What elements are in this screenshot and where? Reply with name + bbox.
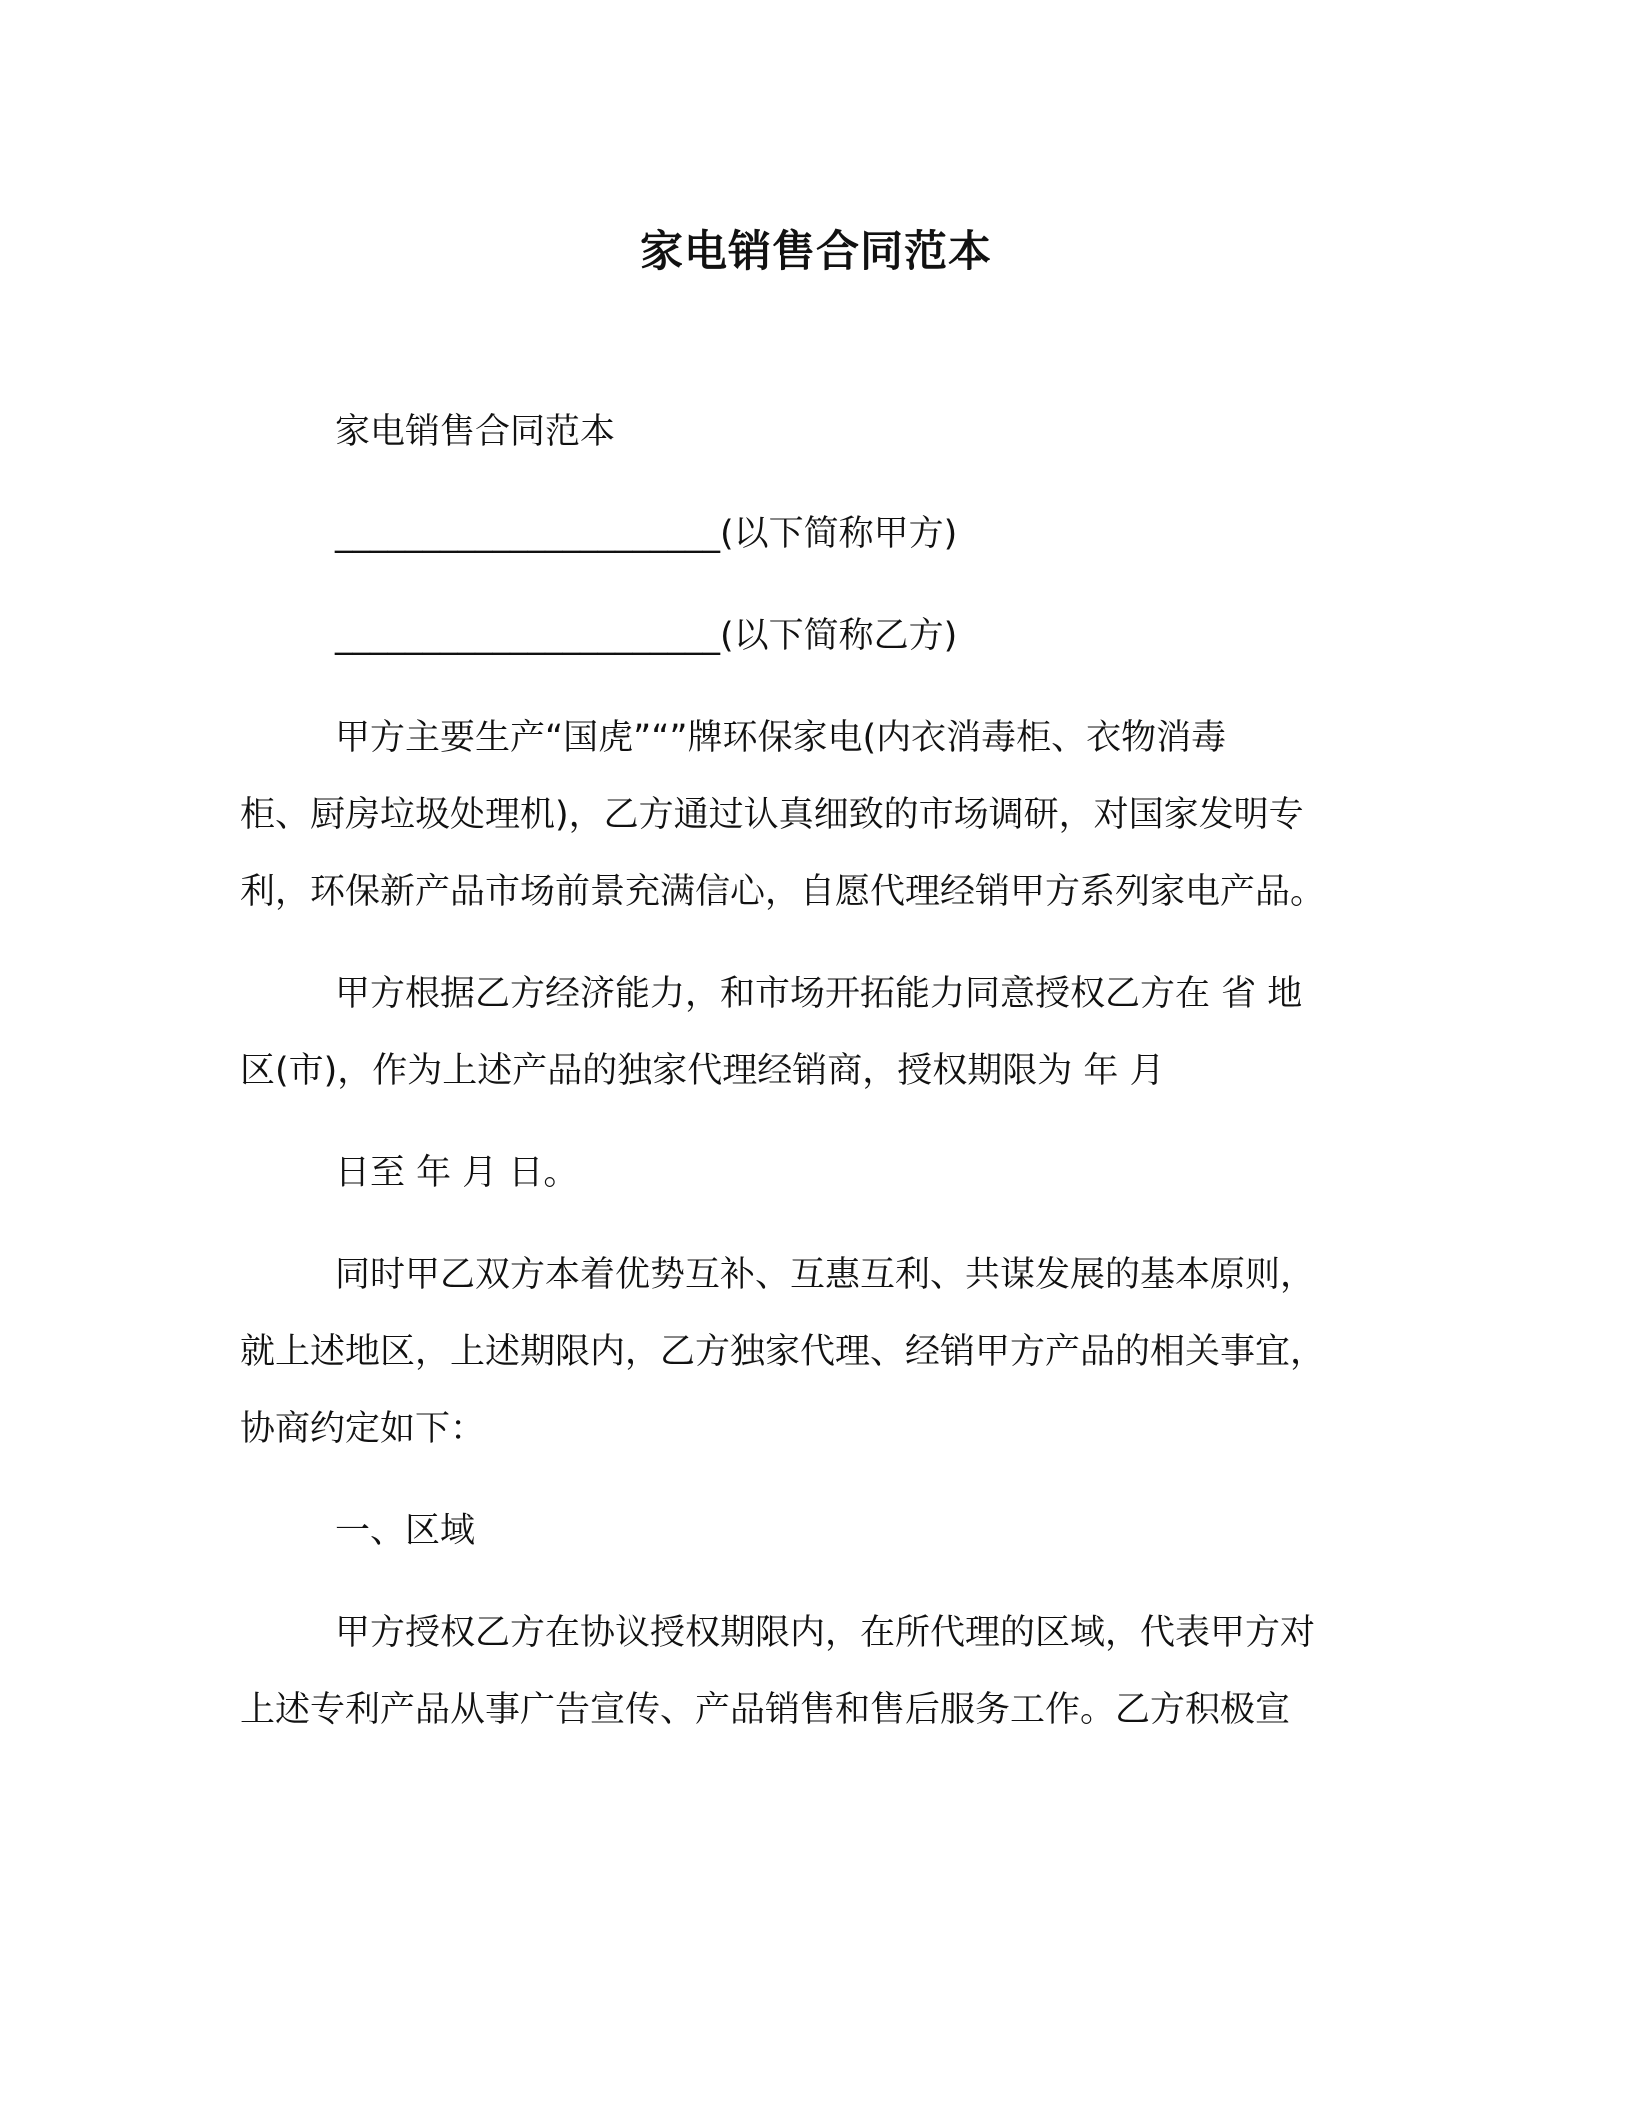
- text-line: 利，环保新产品市场前景充满信心，自愿代理经销甲方系列家电产品。: [240, 872, 1326, 912]
- text-line: 日至 年 月 日。: [335, 1153, 579, 1193]
- text-line: 协商约定如下：: [240, 1409, 486, 1449]
- text-line: 甲方根据乙方经济能力，和市场开拓能力同意授权乙方在 省 地: [335, 974, 1303, 1014]
- text-line: 柜、厨房垃圾处理机)，乙方通过认真细致的市场调研，对国家发明专: [240, 795, 1304, 835]
- paragraph-party-a: [240, 496, 1385, 573]
- text-line: 甲方主要生产“国虎”“”牌环保家电(内衣消毒柜、衣物消毒: [335, 718, 1227, 758]
- paragraph-intro: [240, 700, 1385, 931]
- paragraph-period-end: [240, 1135, 1385, 1212]
- party-b-blank: ______________________(以下简称乙方): [335, 616, 958, 656]
- paragraph-principles: [240, 1237, 1385, 1468]
- party-a-blank: ______________________(以下简称甲方): [335, 514, 958, 554]
- paragraph-authorization: [240, 956, 1385, 1110]
- text-line: 甲方授权乙方在协议授权期限内，在所代理的区域，代表甲方对: [335, 1613, 1316, 1653]
- text-line: 同时甲乙双方本着优势互补、互惠互利、共谋发展的基本原则，: [335, 1255, 1316, 1295]
- text-line: 区(市)，作为上述产品的独家代理经销商，授权期限为 年 月: [240, 1051, 1165, 1091]
- text-line: 家电销售合同范本: [335, 412, 616, 452]
- text-line: 上述专利产品从事广告宣传、产品销售和售后服务工作。乙方积极宣: [240, 1690, 1291, 1730]
- paragraph-party-b: [240, 598, 1385, 675]
- section-heading-region: [240, 1493, 1385, 1570]
- document-title: 家电销售合同范本: [640, 227, 992, 277]
- paragraph-region: [240, 1595, 1385, 1749]
- text-line: 一、区域: [335, 1511, 476, 1551]
- text-line: 就上述地区，上述期限内，乙方独家代理、经销甲方产品的相关事宜，: [240, 1332, 1326, 1372]
- paragraph-heading: [240, 394, 1385, 471]
